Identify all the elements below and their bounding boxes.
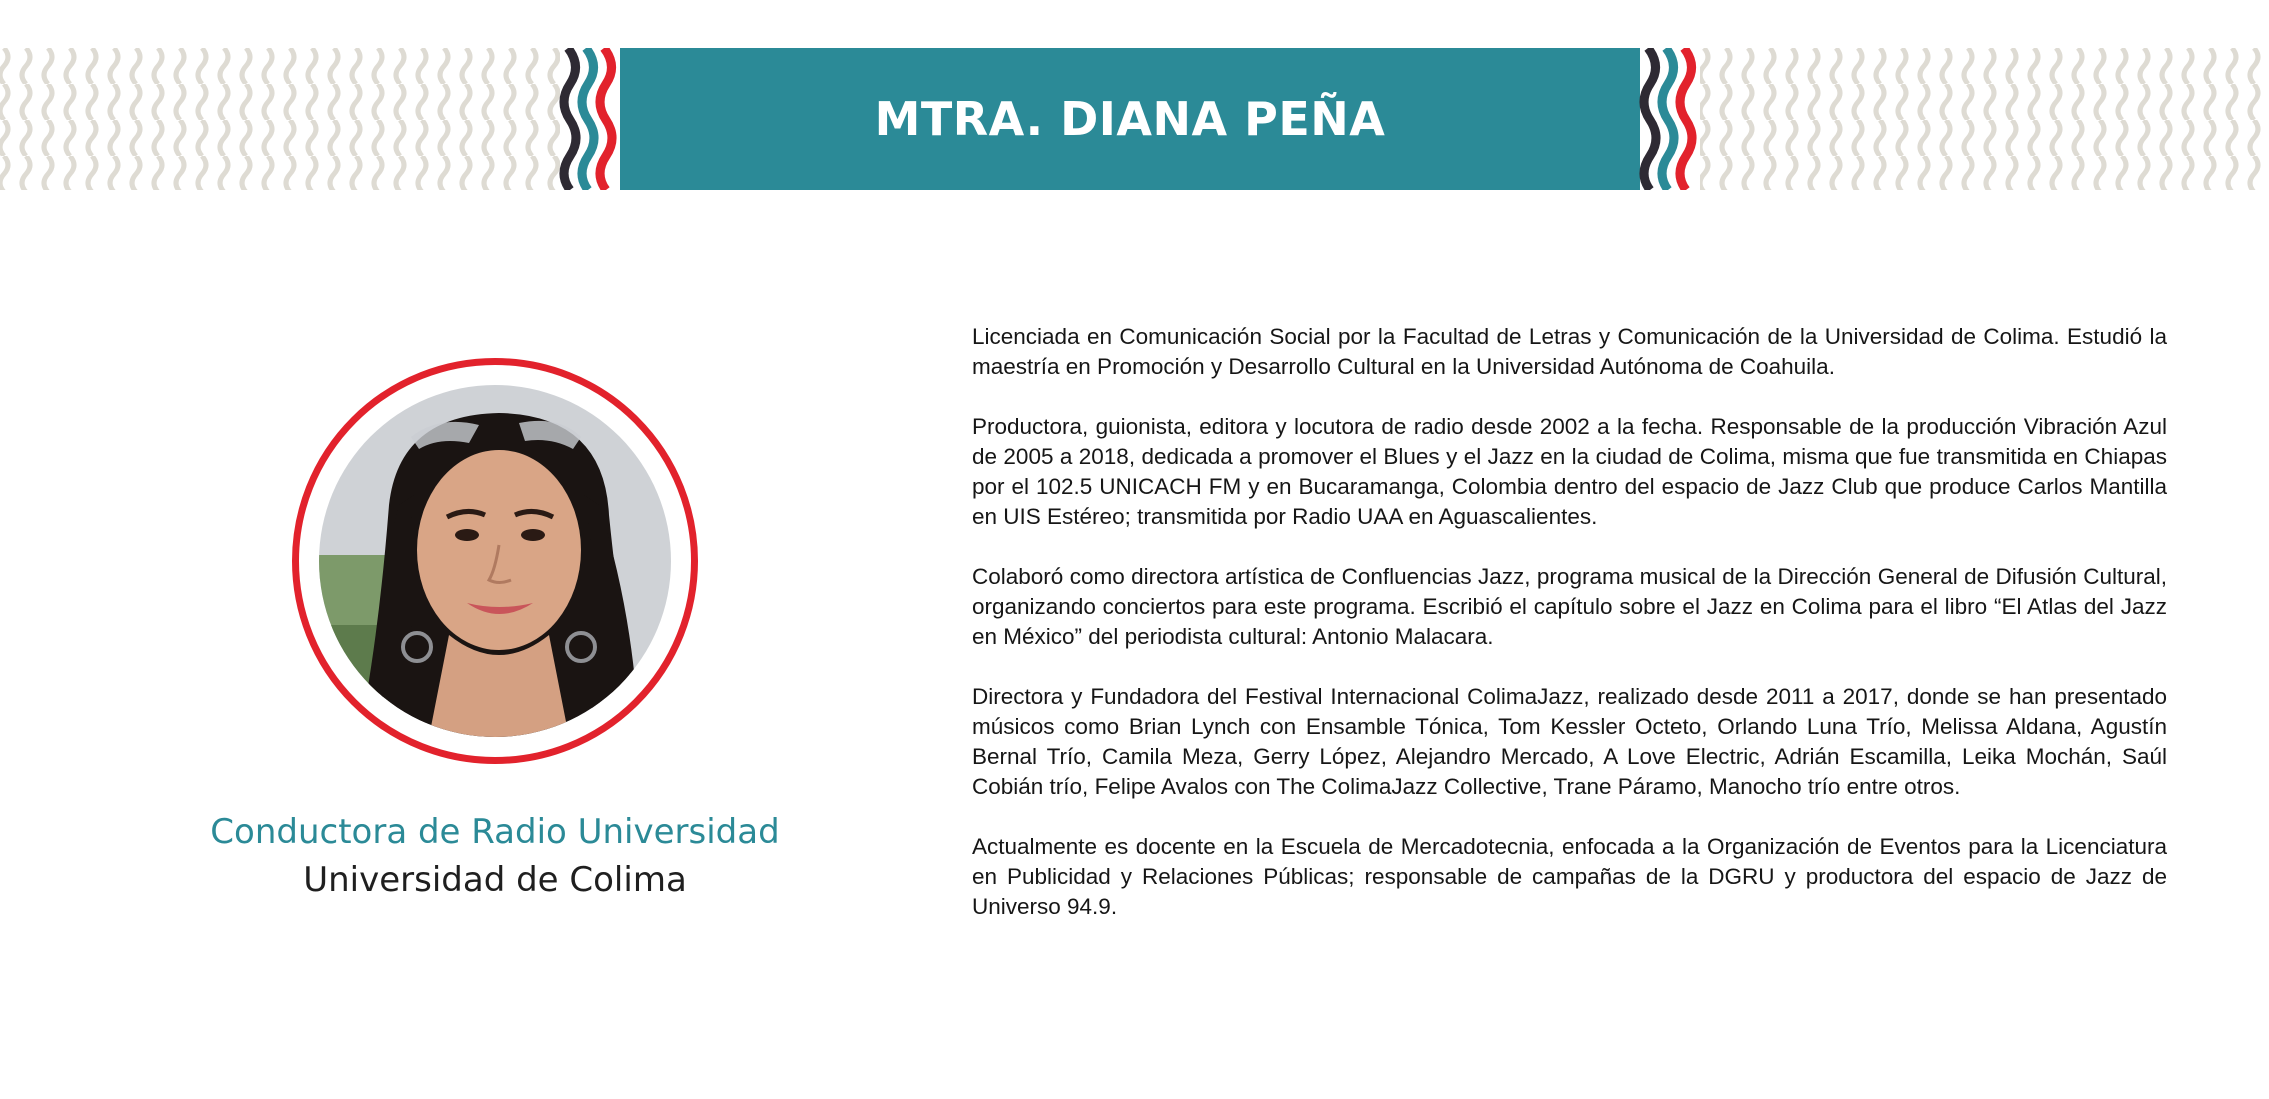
portrait-frame [292,358,698,764]
bio-paragraph: Licenciada en Comunicación Social por la Facultad de Letras y Comunicación de la Universidad de Colima. Estudió la maestría en Promoción y Desarrollo Cultural en la Universidad Autónoma de Coahuila. [972,324,2167,379]
stripe-ornament-right [1636,48,1706,190]
wave-pattern-right [1700,48,2269,190]
role-title: Conductora de Radio Universidad [210,812,780,852]
stripe-ornament-left [556,48,626,190]
page-title: MTRA. DIANA PEÑA [874,92,1386,146]
portrait-photo [319,385,671,737]
bio-paragraph: Productora, guionista, editora y locutora de radio desde 2002 a la fecha. Responsable de la producción Vibración Azul de 2005 a 2018, dedicada a promover el Blues y el Jazz en la ciudad de Colima, misma que fue transmitida en Chiapas por el 102.5 UNICACH FM y en Bucaramanga, Colombia dentro del espacio de Jazz Club que produce Carlos Mantilla en UIS Estéreo; transmitida por Radio UAA en Aguascalientes. [972,414,2167,529]
bio-paragraph: Actualmente es docente en la Escuela de Mercadotecnia, enfocada a la Organización de Eventos para la Licenciatura en Publicidad y Relaciones Públicas; responsable de campañas de la DGRU y productora del espacio de Jazz de Universo 94.9. [972,834,2167,919]
title-banner [620,48,1640,190]
bio-paragraph: Colaboró como directora artística de Confluencias Jazz, programa musical de la Dirección General de Difusión Cultural, organizando conciertos para este programa. Escribió el capítulo sobre el Jazz en Colima para el libro “El Atlas del Jazz en México” del periodista cultural: Antonio Malacara. [972,564,2167,649]
institution-name: Universidad de Colima [303,860,687,900]
biography [972,322,2167,952]
bio-paragraph: Directora y Fundadora del Festival Internacional ColimaJazz, realizado desde 2011 a 2017, donde se han presentado músicos como Brian Lynch con Ensamble Tónica, Tom Kessler Octeto, Orlando Luna Trío, Melissa Aldana, Agustín Bernal Trío, Camila Meza, Gerry López, Alejandro Mercado, A Love Electric, Adrián Escamilla, Leika Mochán, Saúl Cobián trío, Felipe Avalos con The ColimaJazz Collective, Trane Páramo, Manocho trío entre otros. [972,684,2167,799]
header-band [0,48,2269,190]
wave-pattern-left [0,48,560,190]
